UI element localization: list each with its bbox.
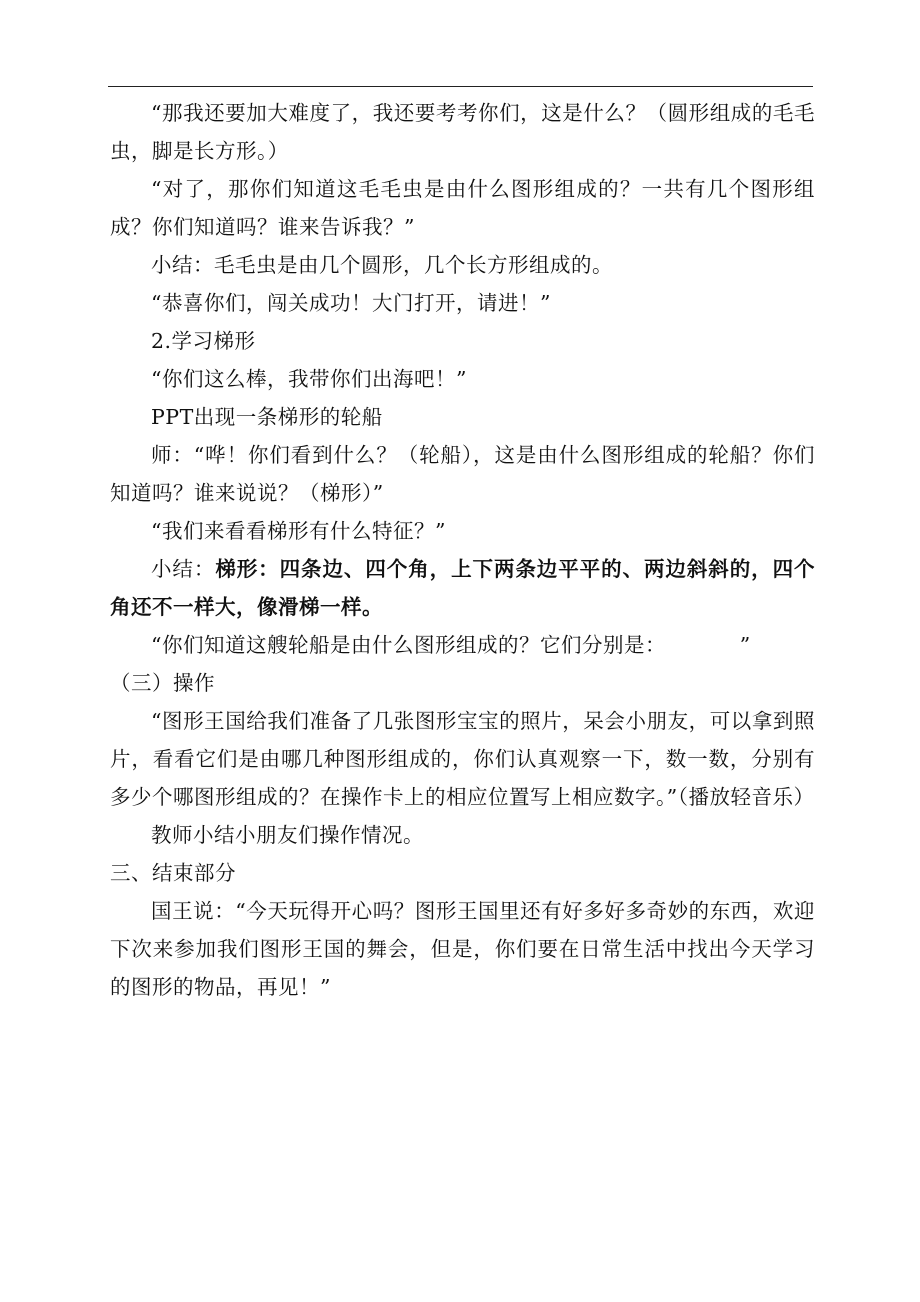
paragraph-teacher-summary: 教师小结小朋友们操作情况。 [151,823,424,847]
paragraph-go-to-sea: “你们这么棒，我带你们出海吧！” [151,367,467,391]
summary-trapezoid-bold: 梯形：四条边、四个角，上下两条边平平的、两边斜斜的，四个角还不一样大，像滑梯一样。 [110,557,816,619]
paragraph-summary-trapezoid [110,550,815,626]
section-heading-trapezoid: 2.学习梯形 [151,329,256,353]
paragraph-caterpillar-shapes: “对了，那你们知道这毛毛虫是由什么图形组成的？一共有几个图形组成？你们知道吗？谁来告诉我？” [110,177,815,239]
paragraph-trapezoid-features-question: “我们来看看梯形有什么特征？” [151,519,446,543]
paragraph-photo-activity: “图形王国给我们准备了几张图形宝宝的照片，呆会小朋友，可以拿到照片，看看它们是由哪几种图形组成的，你们认真观察一下，数一数，分别有多少个哪图形组成的？在操作卡上的相应位置写上相应数字。”（播放轻音乐） [110,709,815,809]
paragraph-ppt-ship: PPT出现一条梯形的轮船 [151,405,383,429]
section-heading-ending: 三、结束部分 [110,861,236,885]
paragraph-ship-shapes-question: “你们知道这艘轮船是由什么图形组成的？它们分别是： ” [151,633,751,657]
paragraph-summary-caterpillar: 小结：毛毛虫是由几个圆形，几个长方形组成的。 [151,253,613,277]
paragraph-congratulations: “恭喜你们，闯关成功！大门打开，请进！” [151,291,551,315]
paragraph-king-farewell: 国王说：“今天玩得开心吗？图形王国里还有好多好多奇妙的东西，欢迎下次来参加我们图形王国的舞会，但是，你们要在日常生活中找出今天学习的图形的物品，再见！” [110,899,815,999]
document-body [110,94,815,1006]
summary-prefix: 小结： [151,557,216,581]
header-rule [108,86,813,87]
paragraph-teacher-ship-question: 师：“哗！你们看到什么？（轮船），这是由什么图形组成的轮船？你们知道吗？谁来说说？（梯形）” [110,443,815,505]
section-heading-operation: （三）操作 [110,671,215,695]
paragraph-difficulty-question: “那我还要加大难度了，我还要考考你们，这是什么？（圆形组成的毛毛虫，脚是长方形。） [110,101,815,163]
